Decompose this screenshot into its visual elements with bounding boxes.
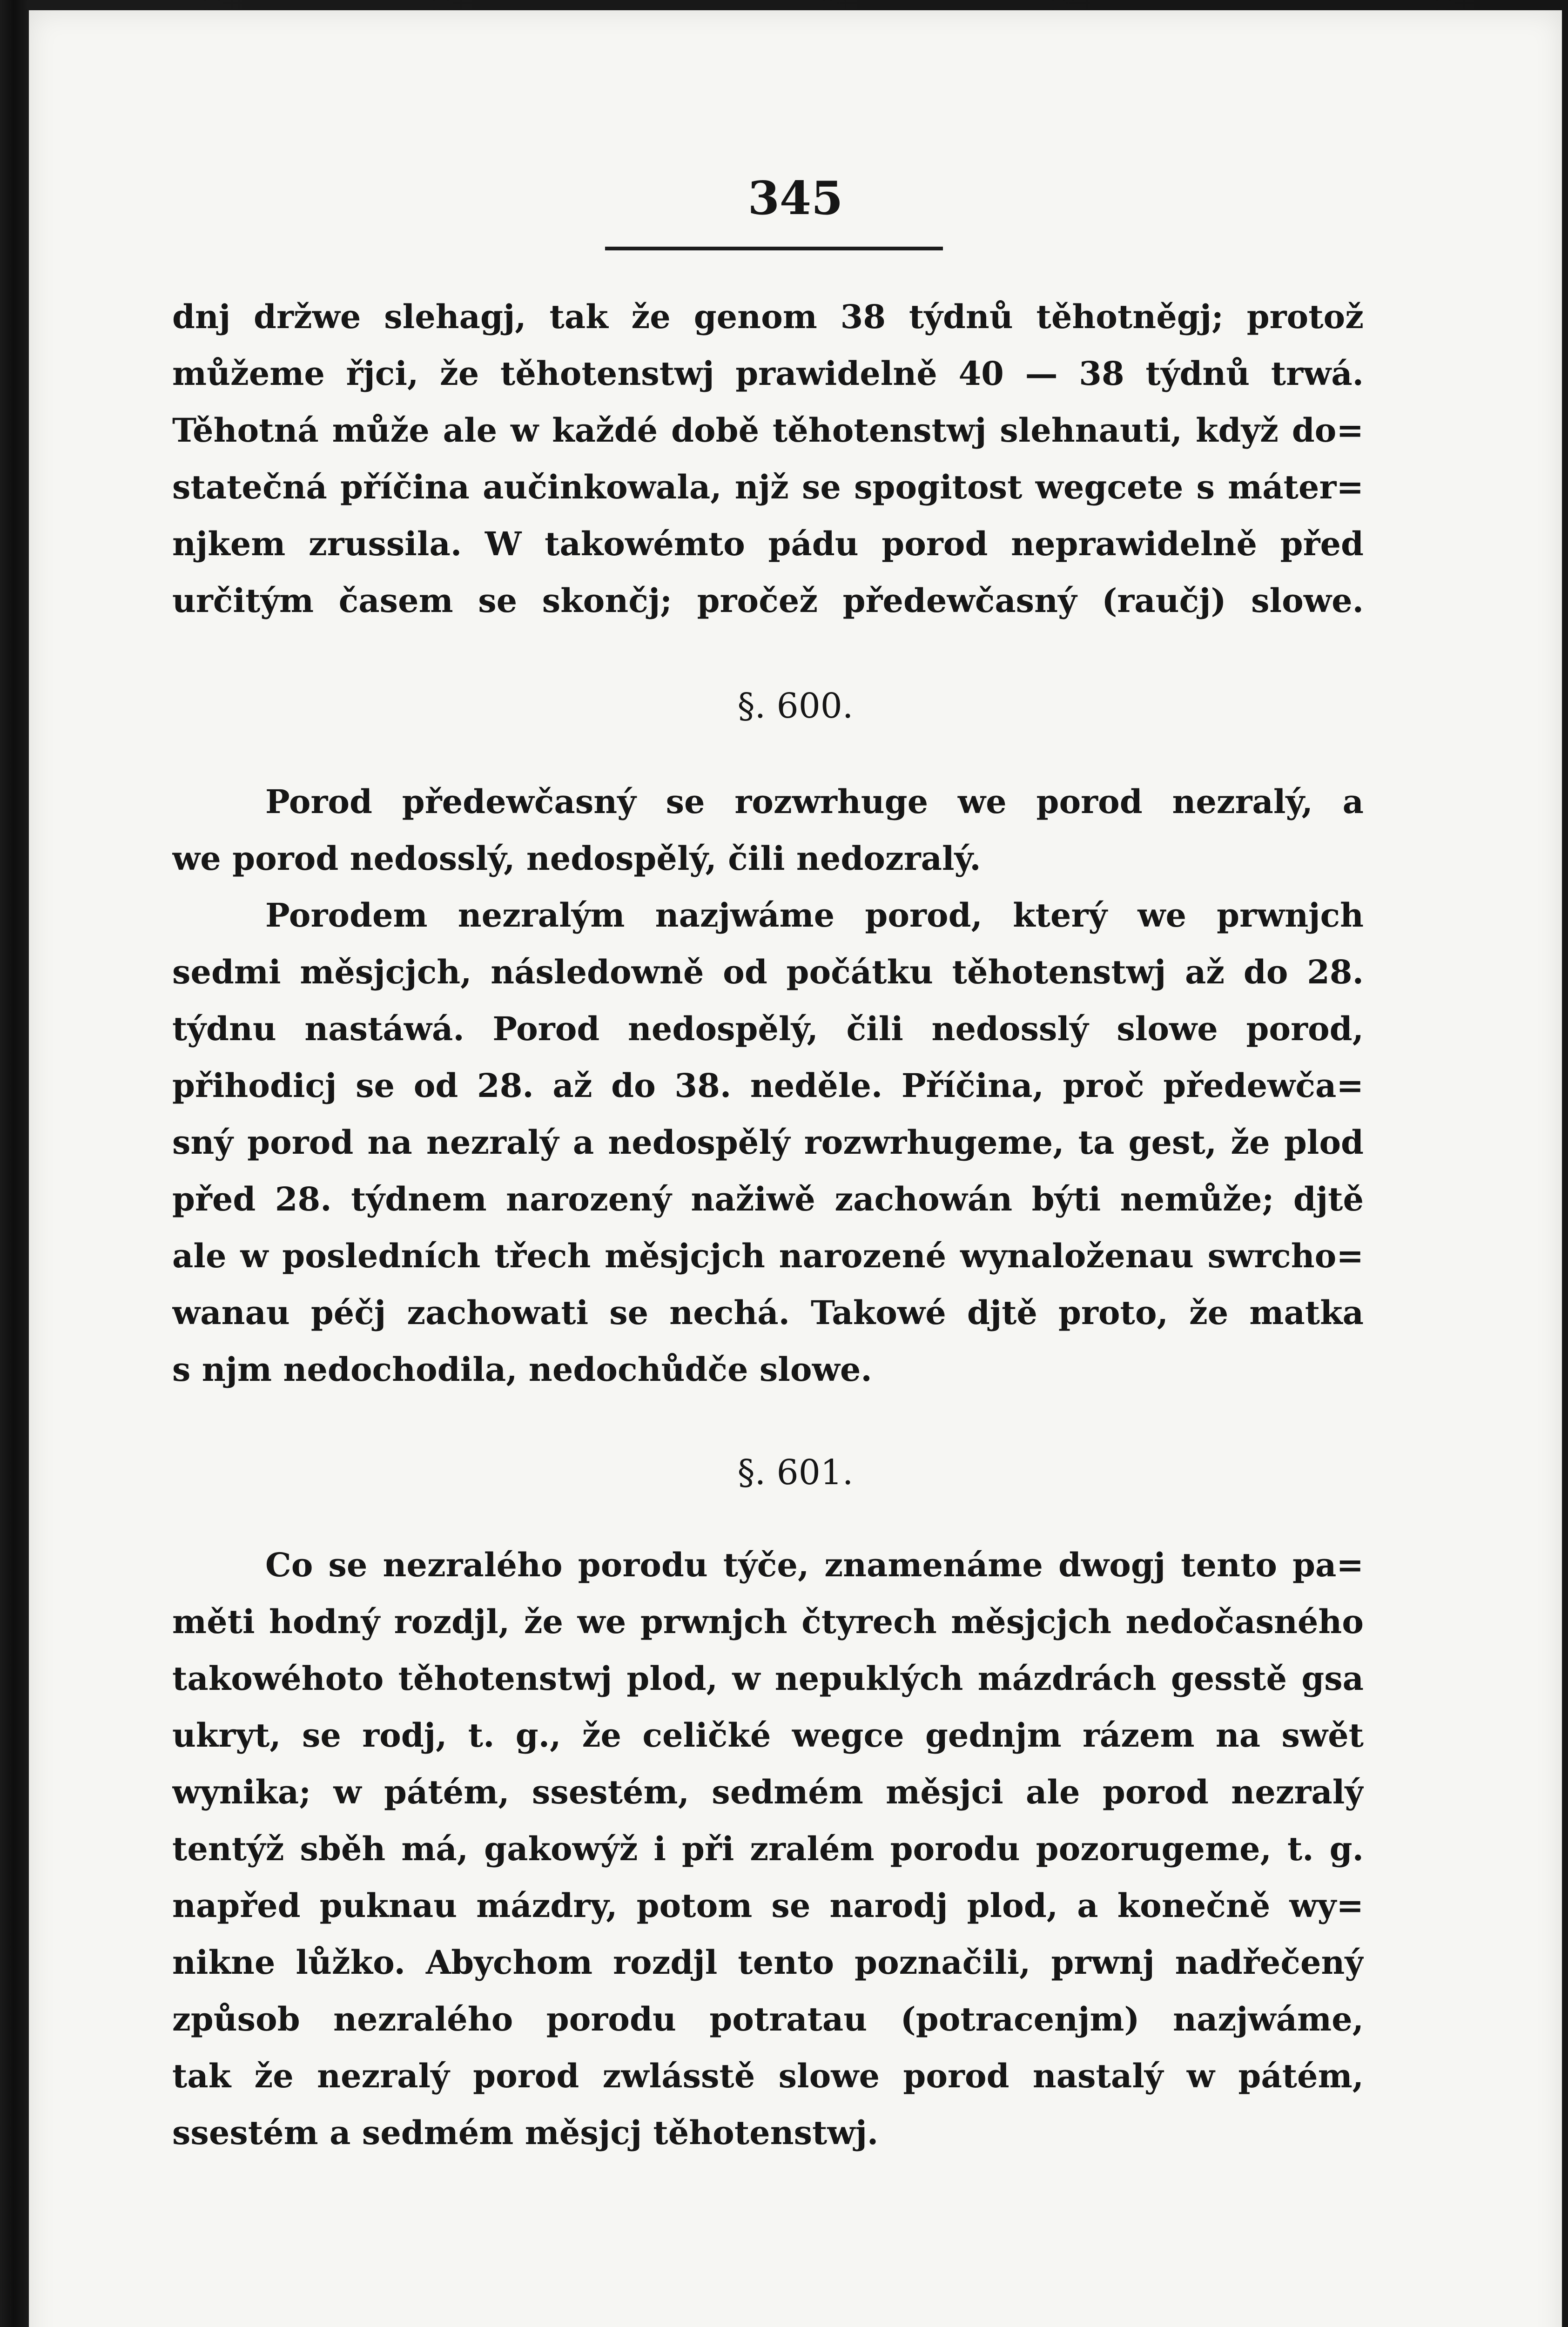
text-line: ssestém a sedmém měsjcj těhotenstwj. bbox=[172, 2113, 879, 2152]
paragraph-600-b bbox=[172, 887, 1364, 1398]
text-line: s njm nedochodila, nedochůdče slowe. bbox=[172, 1350, 872, 1389]
text-line: ale w posledních třech měsjcjch narozené wynaloženau swrcho= bbox=[172, 1237, 1364, 1275]
header-rule bbox=[605, 247, 943, 250]
text-line: tentýž sběh má, gakowýž i při zralém porodu pozorugeme, t. g. bbox=[172, 1829, 1364, 1868]
text-line: způsob nezralého porodu potratau (potracenjm) nazjwáme, bbox=[172, 2000, 1364, 2038]
text-line: tak že nezralý porod zwlásstě slowe porod nastalý w pátém, bbox=[172, 2057, 1364, 2095]
text-line: před 28. týdnem narozený nažiwě zachowán býti nemůže; djtě bbox=[172, 1180, 1364, 1218]
paragraph-600-a bbox=[172, 773, 1364, 887]
text-line: Co se nezralého porodu týče, znamenáme dwogj tento pa= bbox=[265, 1546, 1364, 1584]
book-page bbox=[29, 10, 1562, 2327]
text-line: Porodem nezralým nazjwáme porod, který we prwnjch bbox=[265, 896, 1364, 935]
text-line: určitým časem se skončj; pročež předewčasný (raučj) slowe. bbox=[172, 581, 1364, 620]
text-line: měti hodný rozdjl, že we prwnjch čtyrech měsjcjch nedočasného bbox=[172, 1602, 1364, 1641]
text-line: Těhotná může ale w každé době těhotenstwj slehnauti, když do= bbox=[172, 411, 1364, 450]
page-number: 345 bbox=[747, 172, 843, 225]
section-heading-601: §. 601. bbox=[737, 1453, 854, 1493]
text-line: wanau péčj zachowati se nechá. Takowé djtě proto, že matka bbox=[172, 1293, 1364, 1332]
text-line: statečná příčina aučinkowala, njž se spogitost wegcete s máter= bbox=[172, 468, 1364, 506]
text-line: přihodicj se od 28. až do 38. neděle. Příčina, proč předewča= bbox=[172, 1066, 1364, 1105]
text-line: wynika; w pátém, ssestém, sedmém měsjci ale porod nezralý bbox=[172, 1773, 1364, 1811]
text-line: můžeme řjci, že těhotenstwj prawidelně 40 — 38 týdnů trwá. bbox=[172, 354, 1364, 393]
text-line: njkem zrussila. W takowémto pádu porod neprawidelně před bbox=[172, 525, 1364, 563]
text-line: dnj držwe slehagj, tak že genom 38 týdnů těhotněgj; protož bbox=[172, 297, 1364, 336]
text-line: ukryt, se rodj, t. g., že celičké wegce gednjm rázem na swět bbox=[172, 1716, 1364, 1755]
paragraph-continuation bbox=[172, 289, 1364, 629]
text-line: týdnu nastáwá. Porod nedospělý, čili nedosslý slowe porod, bbox=[172, 1009, 1364, 1048]
text-line: napřed puknau mázdry, potom se narodj plod, a konečně wy= bbox=[172, 1886, 1364, 1925]
text-line: sný porod na nezralý a nedospělý rozwrhugeme, ta gest, že plod bbox=[172, 1123, 1364, 1162]
text-line: takowéhoto těhotenstwj plod, w nepuklých mázdrách gesstě gsa bbox=[172, 1659, 1364, 1698]
section-heading-600: §. 600. bbox=[737, 686, 854, 726]
text-line: Porod předewčasný se rozwrhuge we porod nezralý, a bbox=[265, 782, 1364, 821]
text-line: sedmi měsjcjch, následowně od počátku těhotenstwj až do 28. bbox=[172, 953, 1364, 991]
text-line: we porod nedosslý, nedospělý, čili nedozralý. bbox=[172, 839, 981, 878]
text-line: nikne lůžko. Abychom rozdjl tento poznačili, prwnj nadřečený bbox=[172, 1943, 1364, 1982]
paragraph-601 bbox=[172, 1537, 1364, 2161]
